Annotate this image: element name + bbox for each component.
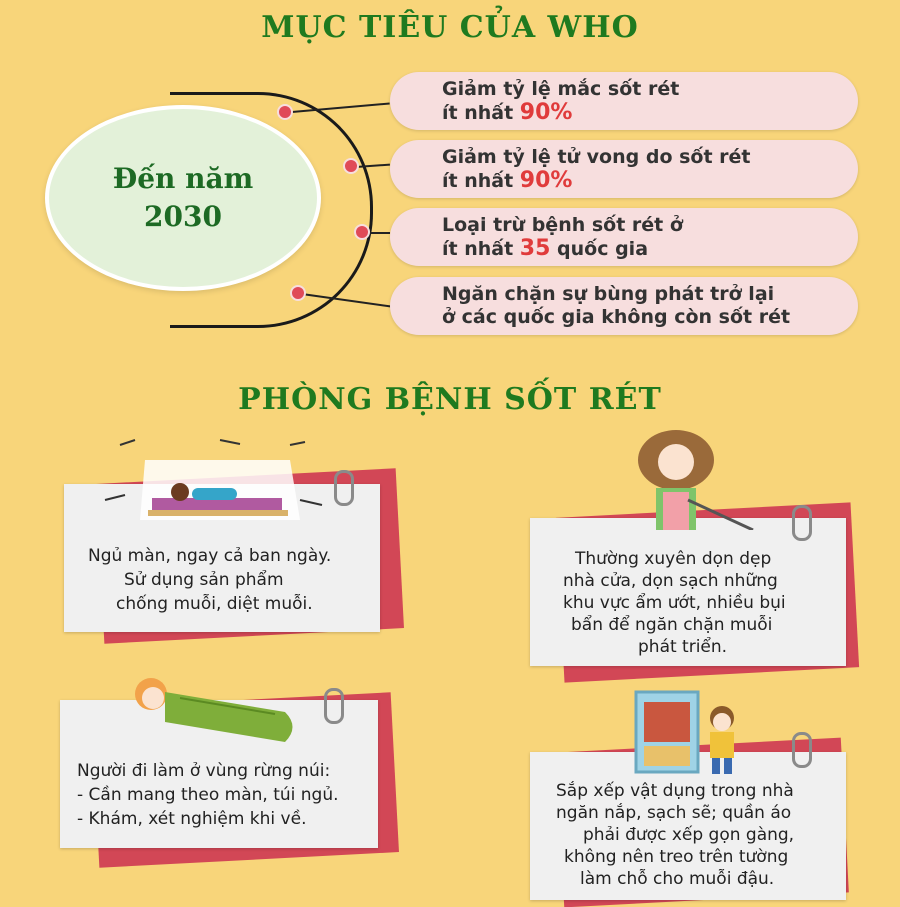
cleaning-woman-icon [628, 430, 768, 530]
circle-text-line1: Đến năm [112, 162, 254, 195]
card-text-line: - Cần mang theo màn, túi ngủ. [77, 785, 339, 805]
goal-item [390, 72, 858, 130]
goal-highlight: 90% [519, 100, 573, 125]
goal-item [390, 208, 858, 266]
timeline-dot [290, 285, 306, 301]
paperclip-icon [324, 688, 344, 724]
goal-line2: ít nhất [442, 170, 520, 192]
wardrobe-child-icon [630, 688, 750, 778]
timeline-dot [277, 104, 293, 120]
card-text-line: Sắp xếp vật dụng trong nhà [556, 781, 794, 801]
card-text-line: làm chỗ cho muỗi đậu. [580, 869, 775, 889]
card-text-line: Ngủ màn, ngay cả ban ngày. [88, 546, 332, 566]
goal-line1: Giảm tỷ lệ mắc sốt rét [442, 78, 680, 100]
goal-item [390, 140, 858, 198]
paperclip-icon [334, 470, 354, 506]
circle-year: 2030 [144, 200, 222, 233]
goal-line2: ít nhất [442, 102, 520, 124]
goal-line1: Loại trừ bệnh sốt rét ở [442, 214, 683, 236]
card-text-line: khu vực ẩm ướt, nhiều bụi [563, 593, 786, 613]
timeline-dot [343, 158, 359, 174]
card-text-line: bẩn để ngăn chặn muỗi [571, 615, 773, 635]
mosquito-net-icon [100, 430, 330, 525]
card-text-line: nhà cửa, dọn sạch những [563, 571, 778, 591]
card-text-line: không nên treo trên tường [564, 847, 789, 867]
goal-line2: ít nhất [442, 238, 520, 260]
who-goals-title: MỤC TIÊU CỦA WHO [261, 10, 639, 45]
paperclip-icon [792, 505, 812, 541]
card-text-line: Người đi làm ở vùng rừng núi: [77, 761, 331, 781]
timeline-dot [354, 224, 370, 240]
goal-highlight: 90% [519, 168, 573, 193]
goal-line2-suffix: quốc gia [550, 238, 649, 260]
prevention-title: PHÒNG BỆNH SỐT RÉT [238, 382, 662, 417]
card-text-line: phát triển. [638, 637, 728, 657]
goal-line2: ở các quốc gia không còn sốt rét [442, 306, 791, 328]
goal-item [390, 277, 858, 335]
goal-line1: Ngăn chặn sự bùng phát trở lại [442, 283, 775, 305]
card-text-line: Thường xuyên dọn dẹp [575, 549, 772, 569]
year-circle [45, 105, 321, 291]
goal-highlight: 35 [519, 236, 551, 261]
card-text-line: Sử dụng sản phẩm [124, 570, 284, 590]
paperclip-icon [792, 732, 812, 768]
card-text-line: phải được xếp gọn gàng, [583, 825, 795, 845]
goal-line1: Giảm tỷ lệ tử vong do sốt rét [442, 146, 751, 168]
card-text-line: ngăn nắp, sạch sẽ; quần áo [556, 803, 792, 823]
card-text-line: - Khám, xét nghiệm khi về. [77, 809, 307, 829]
card-text-line: chống muỗi, diệt muỗi. [116, 594, 313, 614]
sleeping-bag-icon [125, 672, 305, 752]
